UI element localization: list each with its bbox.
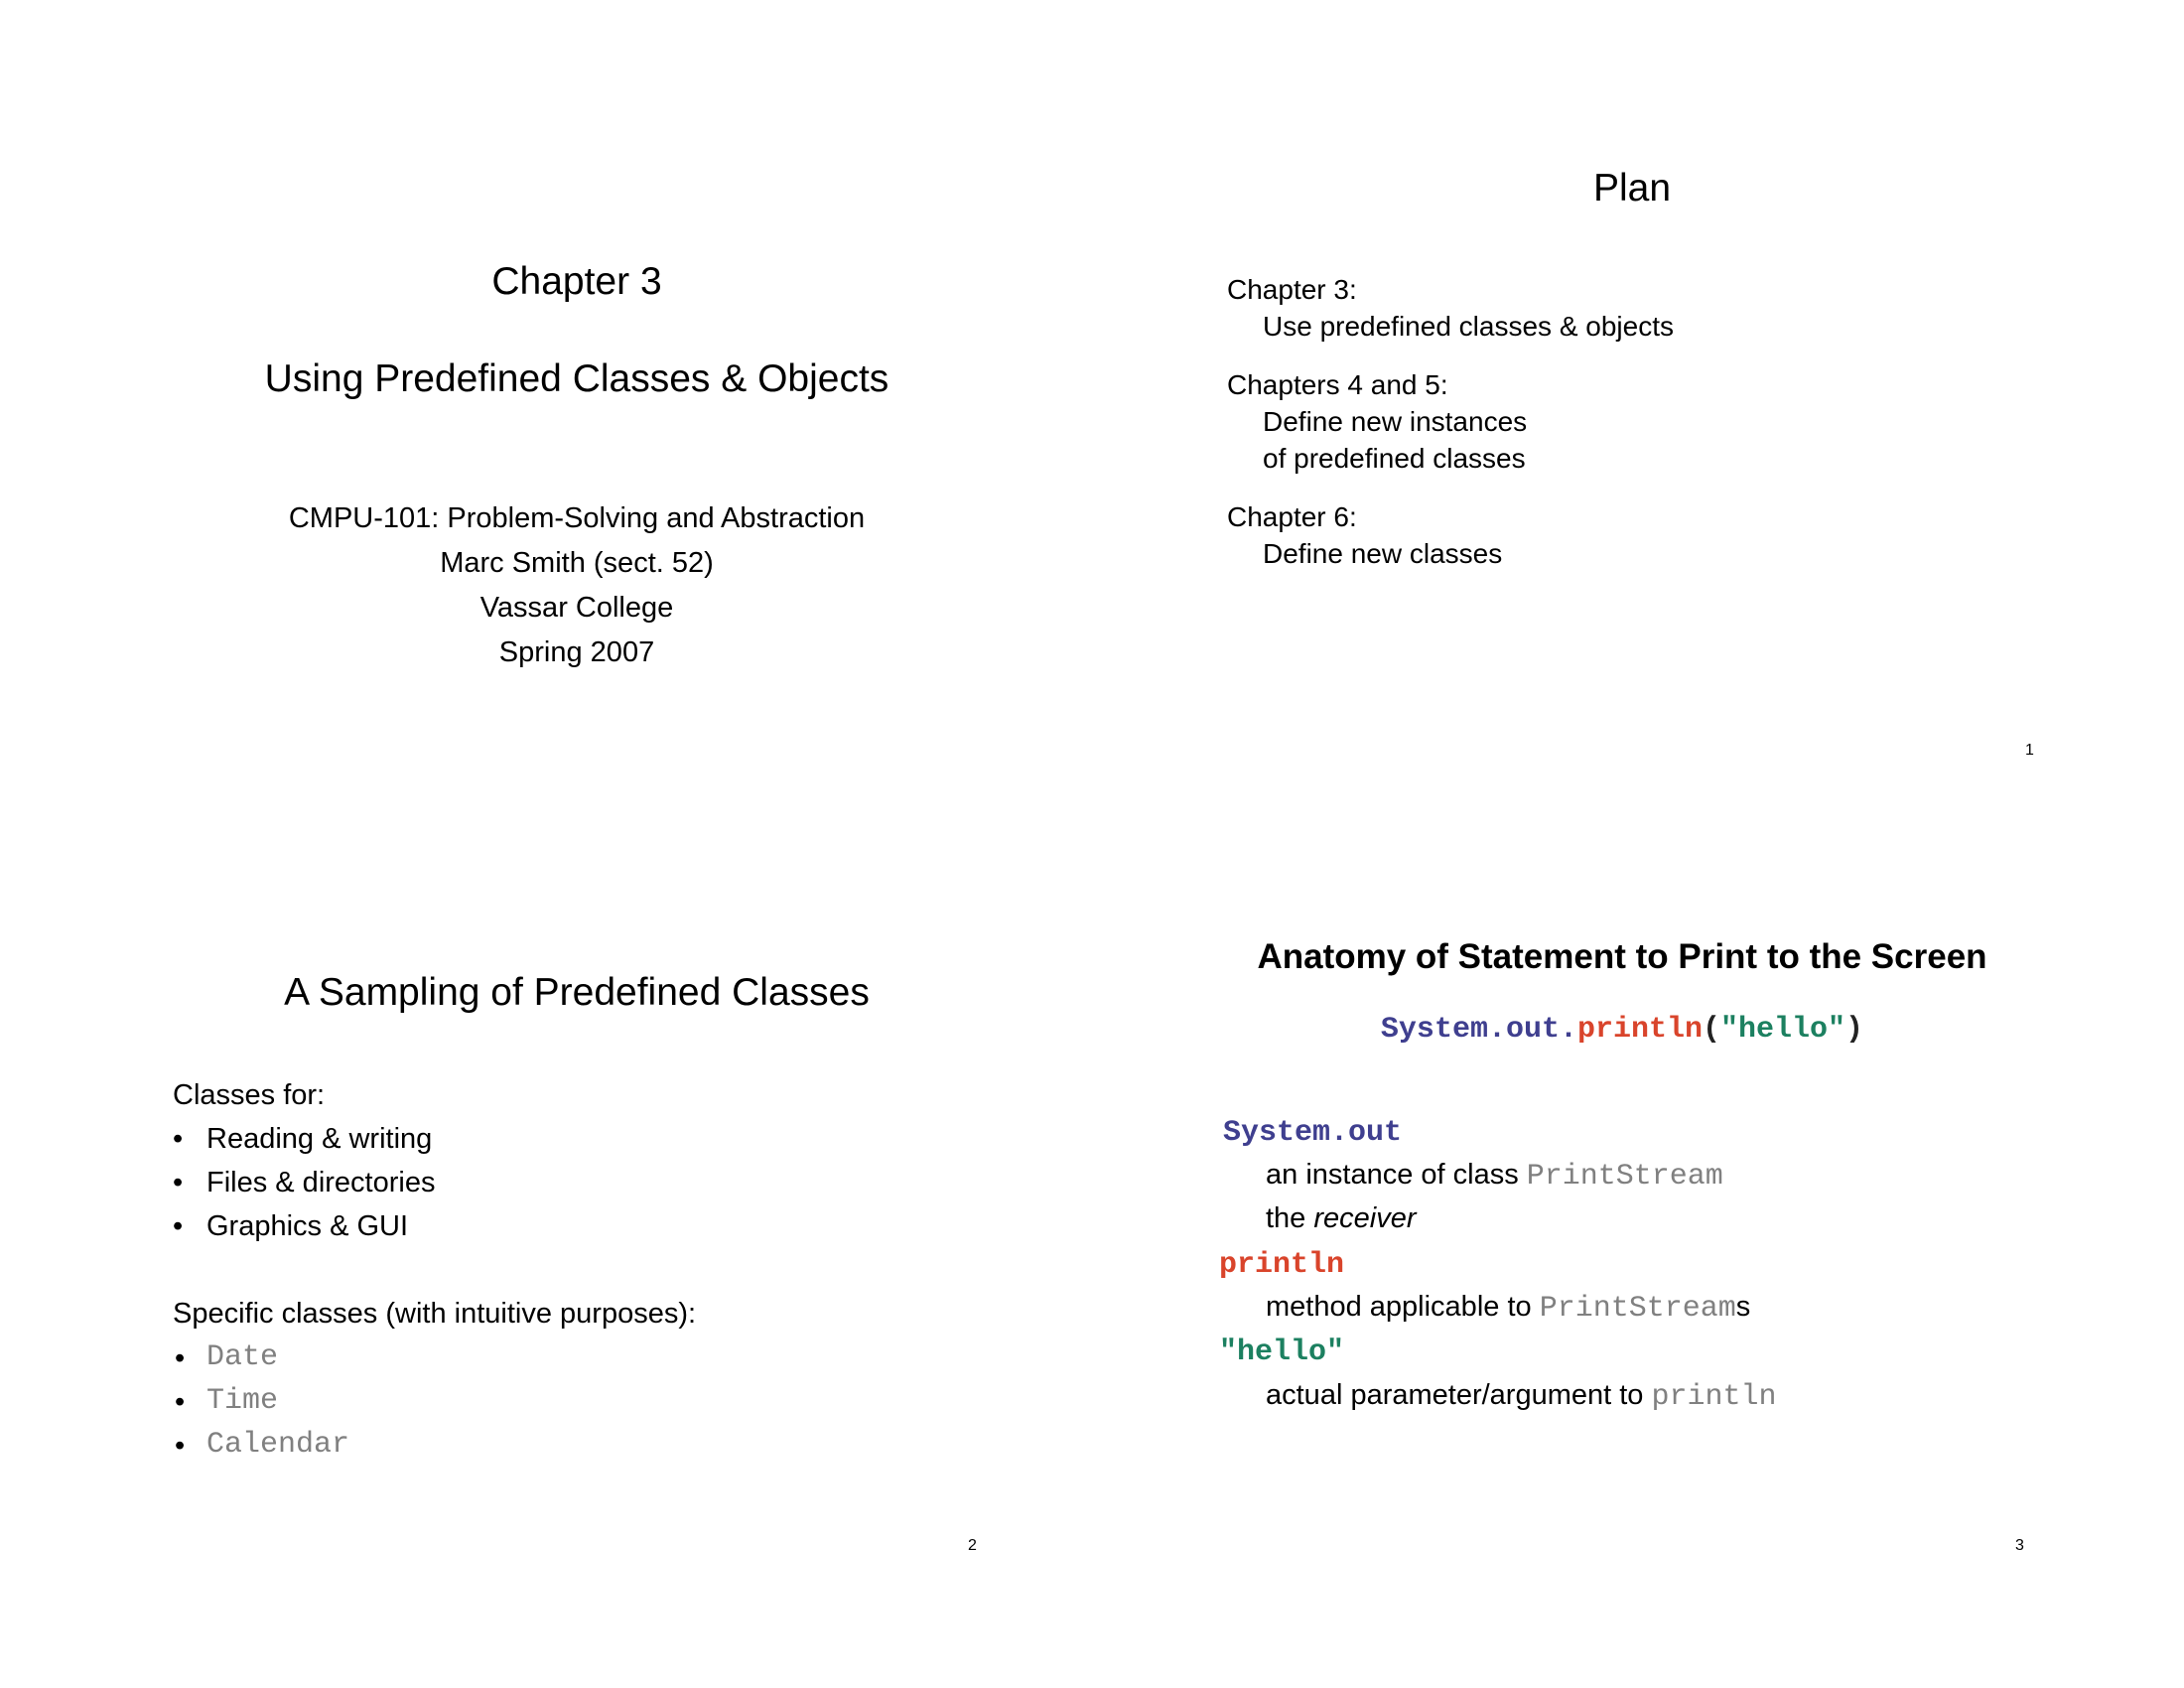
bullet-icon: • — [175, 1342, 186, 1374]
desc-suffix: s — [1735, 1291, 1751, 1323]
instructor-name: Marc Smith (sect. 52) — [440, 547, 714, 579]
desc-code: PrintStream — [1539, 1292, 1736, 1326]
statement-paren-close: ) — [1845, 1013, 1864, 1047]
specific-classes-intro: Specific classes (with intuitive purposes): — [173, 1298, 697, 1330]
statement-argument: "hello" — [1720, 1013, 1846, 1047]
plan-item-heading: Chapter 3: — [1227, 274, 1357, 305]
page-number: 3 — [2015, 1537, 2024, 1554]
term-method: println — [1219, 1248, 1345, 1282]
course-name: CMPU-101: Problem-Solving and Abstraction — [288, 502, 866, 534]
statement-paren-open: ( — [1703, 1013, 1721, 1047]
code-list-item: Time — [206, 1384, 279, 1418]
desc-text: actual parameter/argument to — [1266, 1379, 1652, 1411]
desc-italic: receiver — [1313, 1202, 1417, 1234]
plan-item-line: of predefined classes — [1263, 443, 1526, 474]
bullet-icon: • — [175, 1430, 186, 1462]
plan-item-line: Define new classes — [1263, 538, 1503, 569]
chapter-heading: Chapter 3 — [491, 260, 662, 303]
term-argument-desc — [1266, 1379, 1777, 1414]
term-receiver: System.out — [1223, 1116, 1403, 1150]
plan-title: Plan — [1592, 167, 1672, 210]
plan-item-line: Define new instances — [1263, 406, 1528, 437]
page-number: 2 — [968, 1537, 977, 1554]
plan-item-heading: Chapters 4 and 5: — [1227, 369, 1448, 400]
term: Spring 2007 — [498, 636, 655, 668]
classes-intro: Classes for: — [173, 1079, 326, 1111]
desc-code: println — [1651, 1380, 1777, 1414]
desc-text: the — [1266, 1202, 1314, 1234]
bullet-icon: • — [173, 1123, 184, 1155]
bullet-icon: • — [175, 1386, 186, 1418]
list-item: Reading & writing — [206, 1123, 433, 1155]
list-item: Graphics & GUI — [206, 1210, 409, 1242]
anatomy-title: Anatomy of Statement to Print to the Screen — [1257, 937, 1987, 976]
plan-item-heading: Chapter 6: — [1227, 501, 1357, 532]
statement-method: println — [1576, 1013, 1704, 1047]
bullet-icon: • — [173, 1167, 184, 1198]
chapter-title: Using Predefined Classes & Objects — [264, 357, 889, 400]
college-name: Vassar College — [479, 592, 674, 624]
desc-text: an instance of class — [1266, 1159, 1527, 1191]
desc-text: method applicable to — [1266, 1291, 1540, 1323]
desc-code: PrintStream — [1526, 1160, 1723, 1194]
bullet-icon: • — [173, 1210, 184, 1242]
code-list-item: Calendar — [206, 1428, 350, 1462]
term-argument: "hello" — [1219, 1336, 1345, 1369]
code-list-item: Date — [206, 1340, 279, 1374]
plan-item-line: Use predefined classes & objects — [1263, 311, 1674, 342]
list-item: Files & directories — [206, 1167, 436, 1198]
page-number: 1 — [2025, 742, 2034, 759]
sampling-title: A Sampling of Predefined Classes — [284, 971, 870, 1014]
term-receiver-desc — [1266, 1159, 1723, 1194]
term-method-desc — [1266, 1291, 1750, 1326]
statement-receiver: System.out. — [1380, 1013, 1577, 1047]
term-receiver-role — [1266, 1202, 1417, 1235]
print-statement — [1381, 1013, 1863, 1047]
